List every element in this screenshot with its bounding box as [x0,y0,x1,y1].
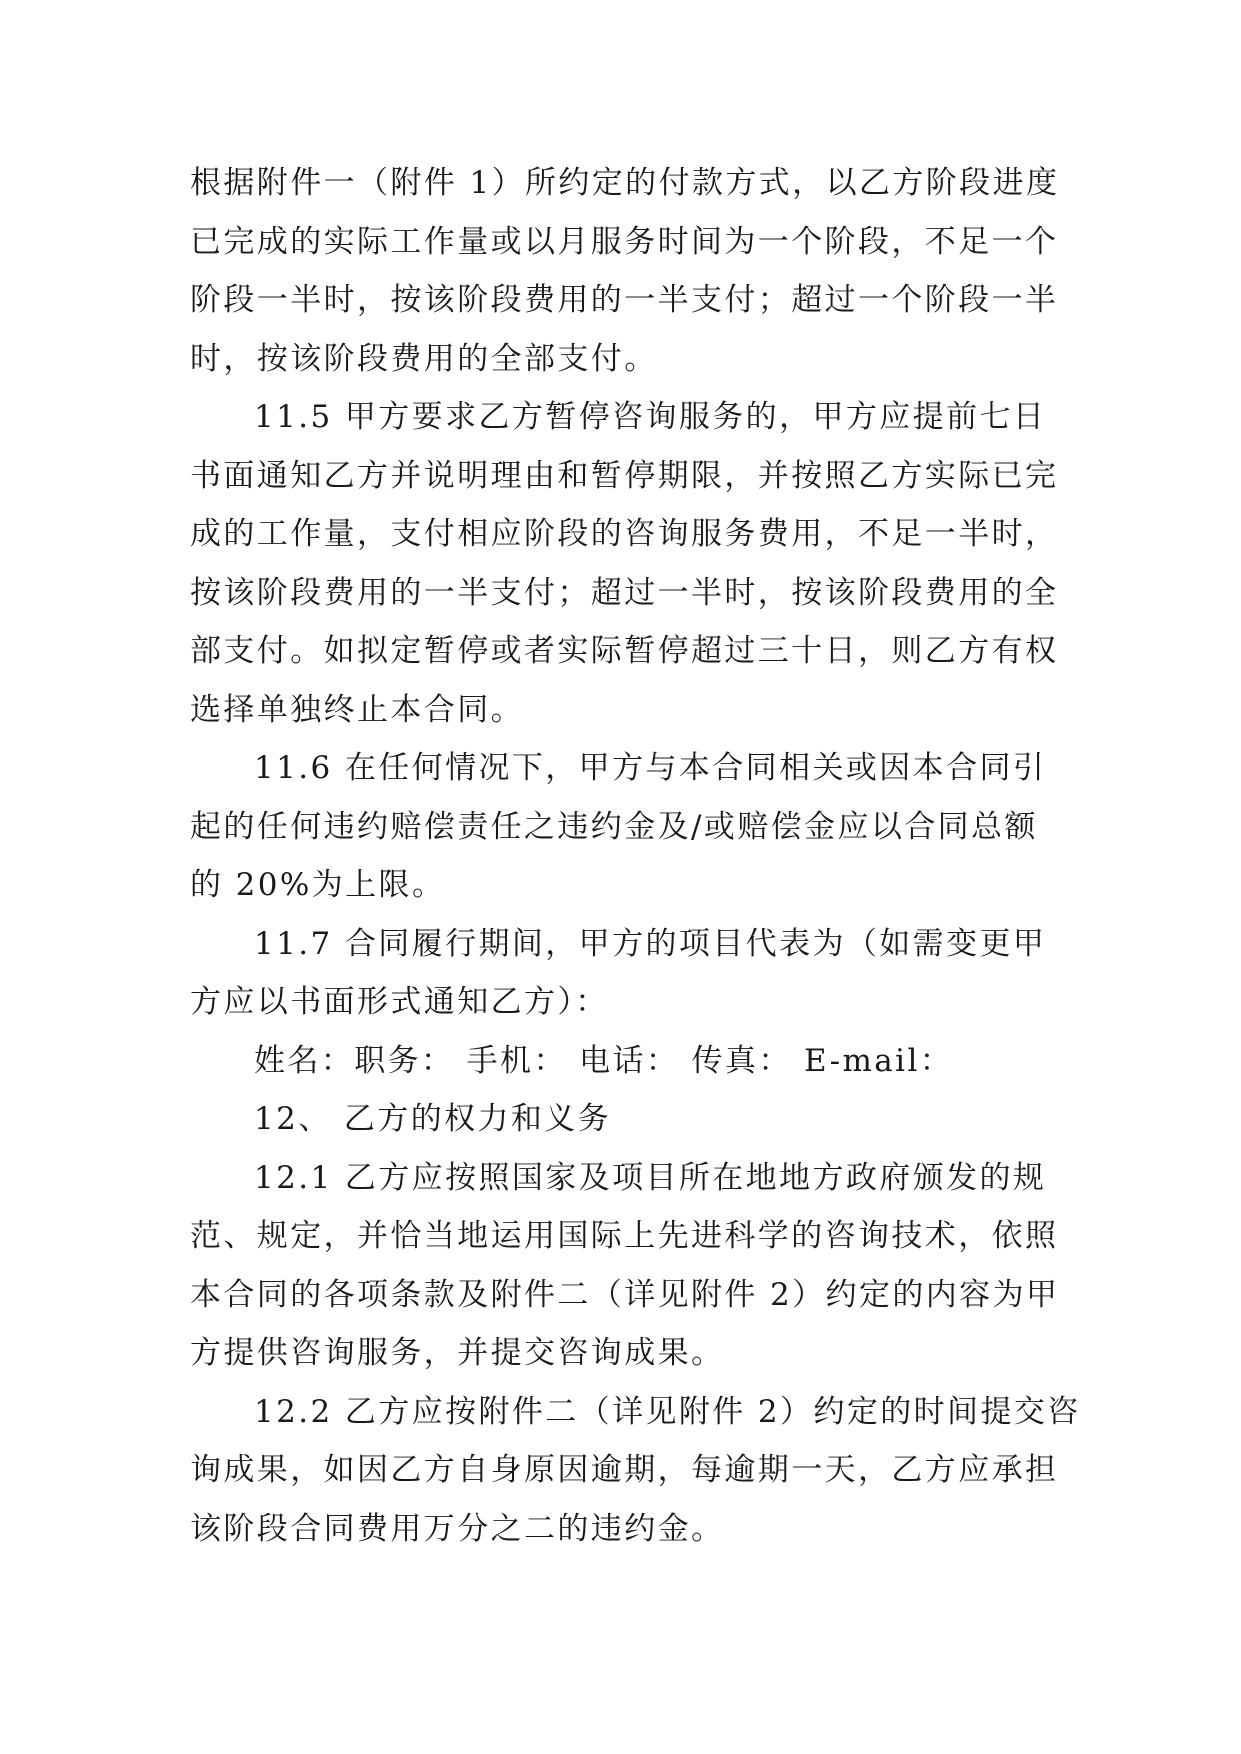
text-line: 按该阶段费用的一半支付；超过一半时，按该阶段费用的全 [190,574,1059,611]
contact-fields-line: 姓名：职务： 手机： 电话： 传真： E-mail： [254,1042,954,1079]
text-line: 本合同的各项条款及附件二（详见附件 2）约定的内容为甲 [190,1276,1060,1313]
text-line: 阶段一半时，按该阶段费用的一半支付；超过一个阶段一半 [190,282,1059,318]
text-line: 已完成的实际工作量或以月服务时间为一个阶段，不足一个 [190,223,1059,260]
text-line: 成的工作量，支付相应阶段的咨询服务费用，不足一半时， [190,516,1059,552]
text-line: 起的任何违约赔偿责任之违约金及/或赔偿金应以合同总额 [190,808,1038,845]
clause-11-5-heading-line: 11.5 甲方要求乙方暂停咨询服务的，甲方应提前七日 [254,399,1047,435]
clause-12-1-heading-line: 12.1 乙方应按照国家及项目所在地地方政府颁发的规 [254,1159,1047,1196]
document-body [190,154,1081,1558]
text-line: 选择单独终止本合同。 [190,691,524,728]
text-line: 的 20%为上限。 [190,867,446,903]
section-12-heading: 12、 乙方的权力和义务 [254,1101,612,1137]
text-line: 询成果，如因乙方自身原因逾期，每逾期一天，乙方应承担 [190,1452,1059,1488]
clause-11-7-heading-line: 11.7 合同履行期间，甲方的项目代表为（如需变更甲 [254,925,1047,962]
clause-12-2-heading-line: 12.2 乙方应按附件二（详见附件 2）约定的时间提交咨 [254,1393,1081,1430]
text-line: 该阶段合同费用万分之二的违约金。 [190,1510,725,1547]
text-line: 书面通知乙方并说明理由和暂停期限，并按照乙方实际已完 [190,457,1059,494]
text-line: 根据附件一（附件 1）所约定的付款方式，以乙方阶段进度 [190,165,1060,201]
text-line: 范、规定，并恰当地运用国际上先进科学的咨询技术，依照 [190,1218,1059,1254]
clause-11-6-heading-line: 11.6 在任何情况下，甲方与本合同相关或因本合同引 [254,750,1047,786]
text-line: 方提供咨询服务，并提交咨询成果。 [190,1335,725,1371]
text-line: 方应以书面形式通知乙方）： [190,984,609,1020]
text-line: 部支付。如拟定暂停或者实际暂停超过三十日，则乙方有权 [190,633,1059,669]
text-line: 时，按该阶段费用的全部支付。 [190,340,658,377]
